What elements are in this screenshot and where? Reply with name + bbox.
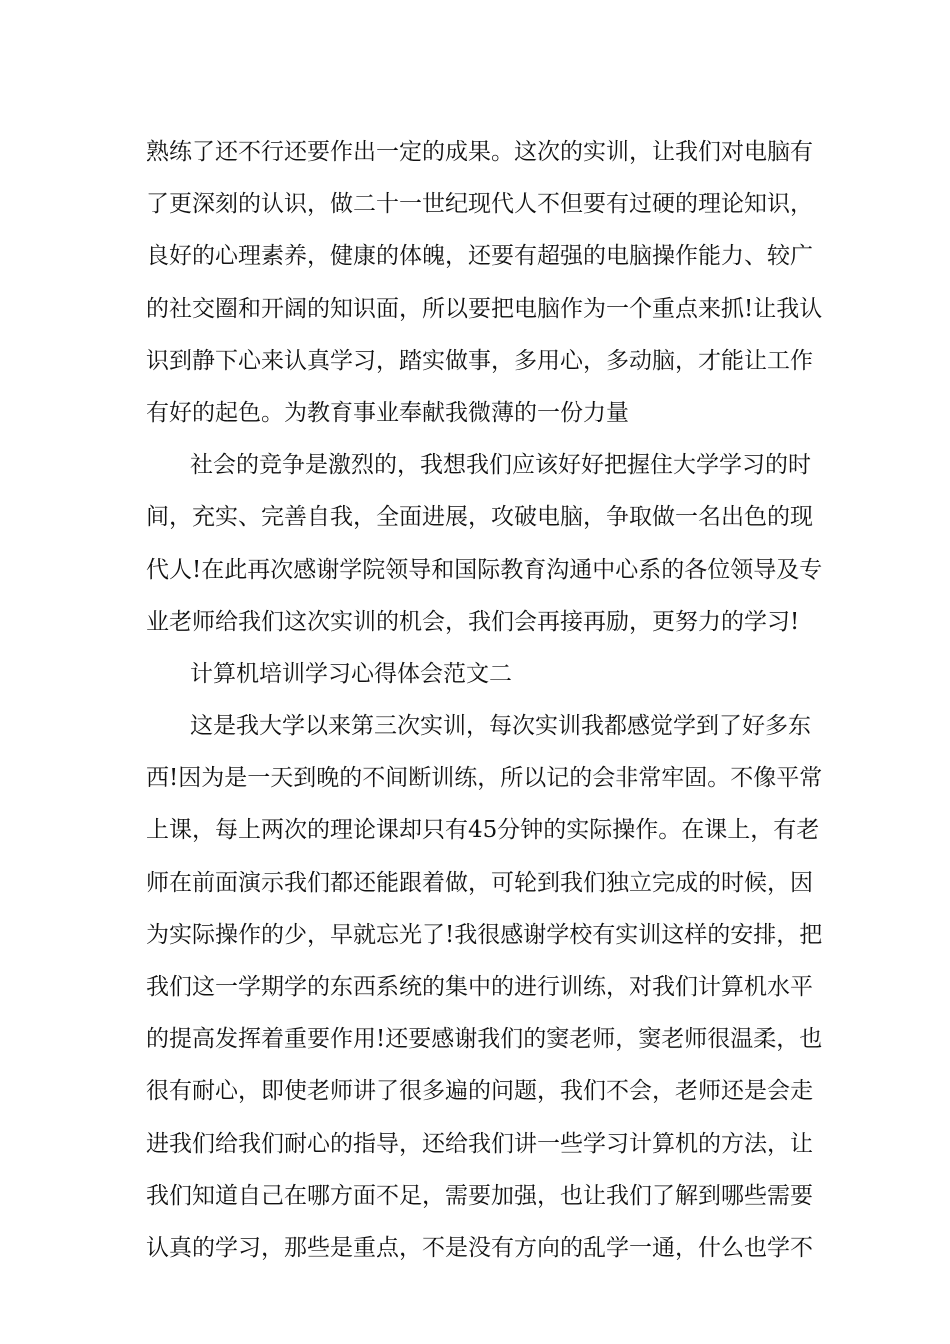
- text-line: 为实际操作的少，早就忘光了!我很感谢学校有实训这样的安排，把: [146, 921, 823, 948]
- text-line: 业老师给我们这次实训的机会，我们会再接再励，更努力的学习!: [146, 608, 800, 635]
- text-line: 很有耐心，即使老师讲了很多遍的问题，我们不会，老师还是会走: [146, 1078, 813, 1105]
- text-line: 这是我大学以来第三次实训，每次实训我都感觉学到了好多东: [190, 713, 811, 740]
- text-line: 社会的竞争是激烈的，我想我们应该好好把握住大学学习的时: [190, 452, 811, 479]
- text-line: 上课，每上两次的理论课却只有45分钟的实际操作。在课上，有老: [146, 817, 820, 844]
- text-line: 我们知道自己在哪方面不足，需要加强，也让我们了解到哪些需要: [146, 1182, 813, 1209]
- text-line: 间，充实、完善自我，全面进展，攻破电脑，争取做一名出色的现: [146, 504, 813, 531]
- text-line: 代人!在此再次感谢学院领导和国际教育沟通中心系的各位领导及专: [146, 556, 823, 583]
- text-line: 良好的心理素养，健康的体魄，还要有超强的电脑操作能力、较广: [146, 243, 813, 270]
- text-line: 识到静下心来认真学习，踏实做事，多用心，多动脑，才能让工作: [146, 347, 813, 374]
- text-line: 师在前面演示我们都还能跟着做，可轮到我们独立完成的时候，因: [146, 869, 813, 896]
- text-line: 有好的起色。为教育事业奉献我微薄的一份力量: [146, 399, 629, 426]
- text-line: 进我们给我们耐心的指导，还给我们讲一些学习计算机的方法，让: [146, 1130, 813, 1157]
- text-line: 西!因为是一天到晚的不间断训练，所以记的会非常牢固。不像平常: [146, 765, 823, 792]
- text-line: 的社交圈和开阔的知识面，所以要把电脑作为一个重点来抓!让我认: [146, 295, 823, 322]
- text-line: 我们这一学期学的东西系统的集中的进行训练，对我们计算机水平: [146, 974, 813, 1000]
- text-line: 认真的学习，那些是重点，不是没有方向的乱学一通，什么也学不: [146, 1234, 813, 1261]
- text-line: 的提高发挥着重要作用!还要感谢我们的窦老师，窦老师很温柔，也: [146, 1026, 823, 1053]
- document-body: [146, 126, 823, 1274]
- text-line: 了更深刻的认识，做二十一世纪现代人不但要有过硬的理论知识，: [146, 191, 813, 218]
- section-heading: 计算机培训学习心得体会范文二: [190, 660, 512, 687]
- text-line: 熟练了还不行还要作出一定的成果。这次的实训，让我们对电脑有: [146, 139, 813, 165]
